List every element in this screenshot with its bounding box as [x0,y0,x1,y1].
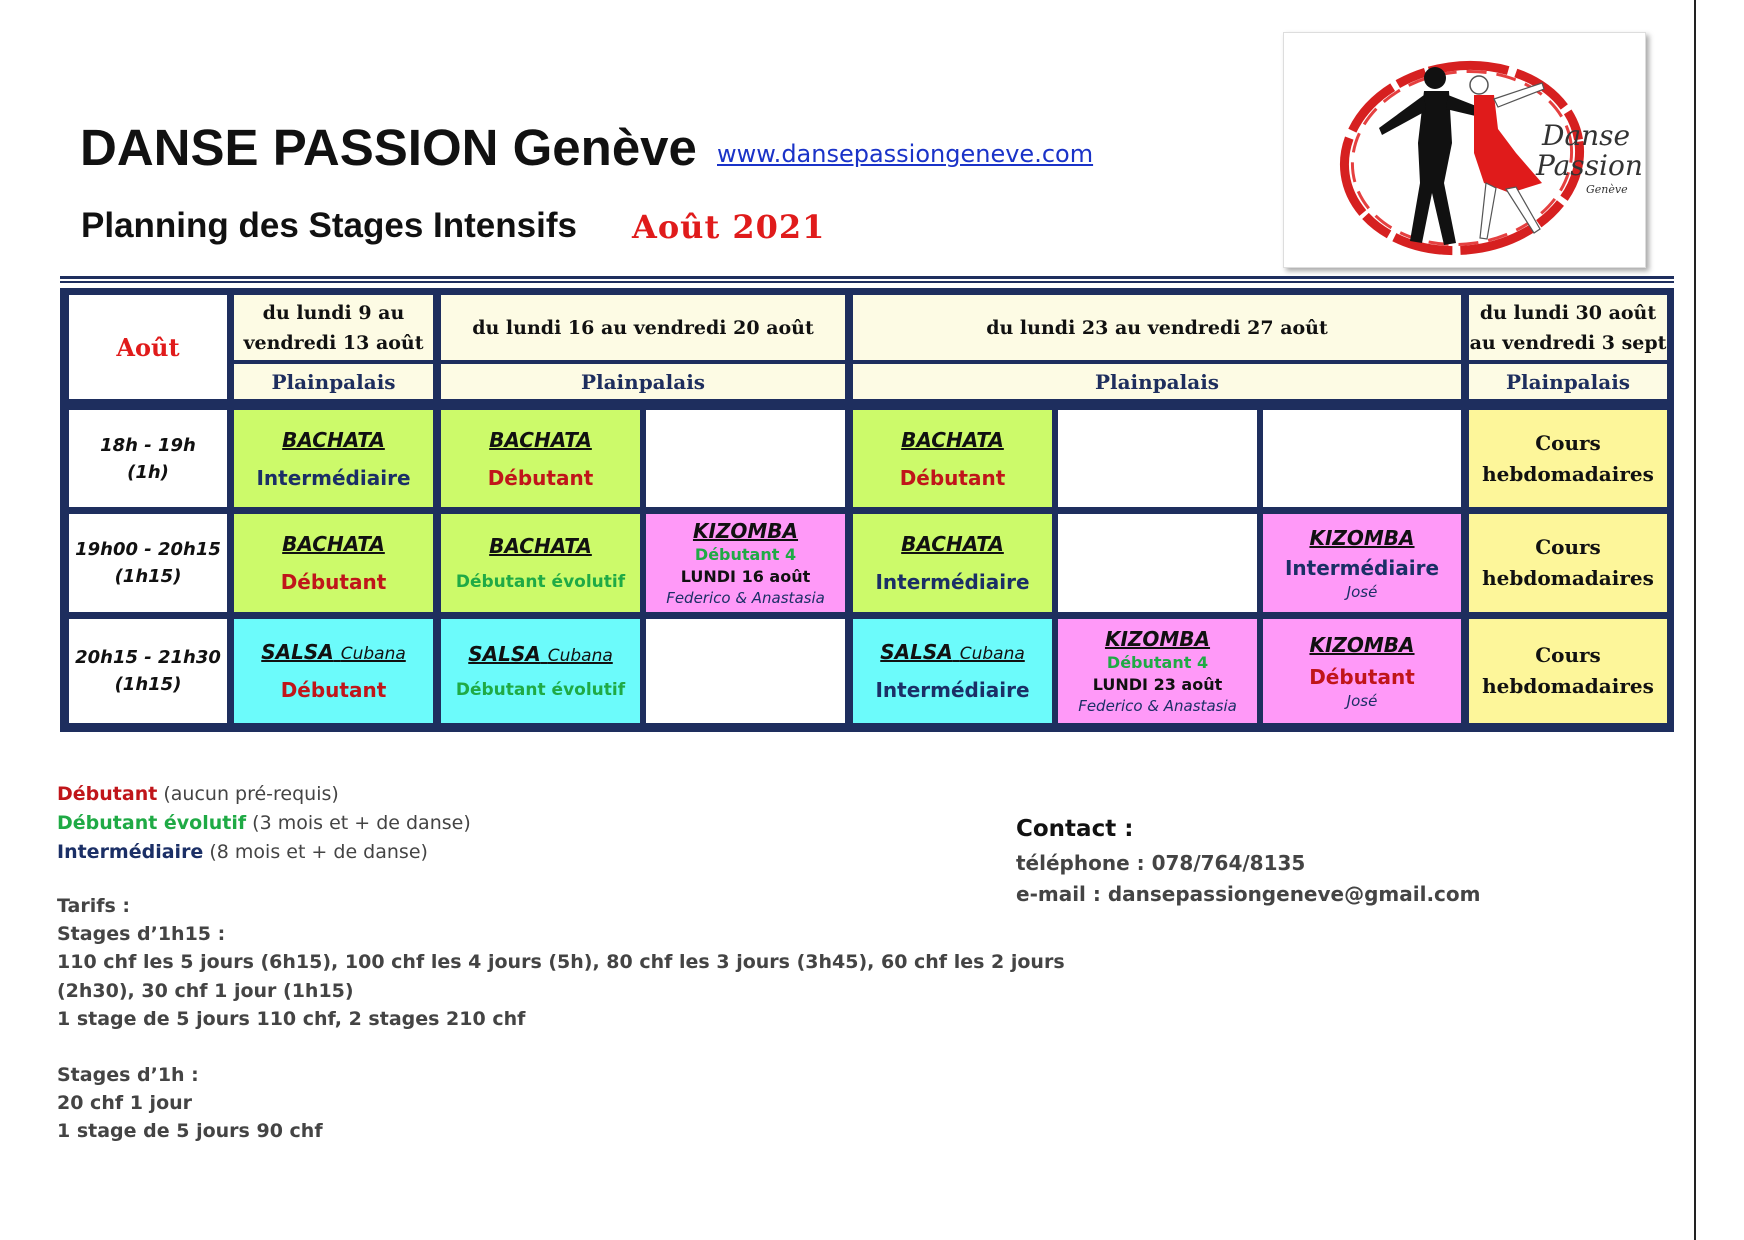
table-top-rule [60,276,1674,279]
week-header-2 [441,295,845,360]
legend-desc: (8 mois et + de danse) [203,841,428,863]
level-label: Intermédiaire [256,465,411,490]
pricing-heading: Tarifs : [57,895,131,917]
course-cell [1263,619,1461,723]
contact-title: Contact : [1016,816,1134,842]
course-cell [234,619,433,723]
dance-name: BACHATA [282,427,385,452]
contact-email[interactable]: e-mail : dansepassiongeneve@gmail.com [1016,882,1481,906]
week-2-label: du lundi 16 au vendredi 20 août [472,316,814,339]
pricing-section [57,892,1065,1146]
dance-name: BACHATA [282,532,385,556]
location-3: Plainpalais [853,364,1461,399]
time-slot-2-hours: 19h00 - 20h15 [75,539,221,560]
pricing-block1-line1: 110 chf les 5 jours (6h15), 100 chf les 4 jours (5h), 80 chf les 3 jours (3h45), 60 chf les 2 jours [57,951,1065,974]
teacher-names: José [1346,691,1378,710]
legend-item-beginner [57,780,471,809]
website-link[interactable]: www.dansepassiongeneve.com [717,140,1094,168]
week-header-4 [1469,295,1667,360]
svg-text:Passion: Passion [1536,149,1643,182]
svg-text:Genève: Genève [1586,183,1628,196]
contact-phone[interactable]: téléphone : 078/764/8135 [1016,851,1306,875]
time-slot-1-duration: (1h) [127,461,169,483]
weekly-courses-line2: hebdomadaires [1482,566,1654,590]
level-label: Intermédiaire [875,678,1030,702]
location-2: Plainpalais [441,364,845,399]
weekly-courses-cell [1469,410,1667,507]
pricing-block2-title: Stages d’1h : [57,1064,199,1087]
table-top-rule-2 [60,281,1674,283]
time-slot-1 [69,410,227,507]
level-label: Débutant évolutif [455,680,626,700]
dance-name: KIZOMBA [1104,627,1211,651]
location-1: Plainpalais [234,364,433,399]
pricing-block1-line3: 1 stage de 5 jours 110 chf, 2 stages 210 chf [57,1007,526,1030]
weekly-courses-line1: Cours [1535,430,1601,455]
location-4: Plainpalais [1469,364,1667,399]
dance-style: Cubana [959,644,1025,664]
dance-name: KIZOMBA [692,519,799,543]
level-label: Débutant [280,570,387,594]
empty-cell [646,619,845,723]
month-label: Août 2021 [632,208,826,246]
time-slot-3-duration: (1h15) [114,674,182,695]
level-label: Débutant 4 [1106,653,1209,672]
course-cell [441,619,640,723]
dance-name: KIZOMBA [1309,525,1415,550]
legend-desc: (aucun pré-requis) [157,783,339,805]
pricing-block1-line2: (2h30), 30 chf 1 jour (1h15) [57,979,354,1002]
week-3-label: du lundi 23 au vendredi 27 août [986,316,1328,339]
level-label: Débutant évolutif [455,572,626,592]
level-label: Débutant [899,465,1006,490]
time-slot-2-duration: (1h15) [114,566,182,587]
empty-cell [1058,514,1257,612]
corner-label: Août [116,332,180,362]
level-label: Débutant 4 [694,545,797,564]
corner-cell [69,295,227,399]
course-cell [853,514,1052,612]
empty-cell [646,410,845,507]
week-4-label-line2: au vendredi 3 sept [1469,331,1667,354]
page-edge-line [1694,0,1696,1240]
level-label: Débutant [487,465,594,490]
weekly-courses-cell [1469,619,1667,723]
weekly-courses-line1: Cours [1535,643,1601,667]
teacher-names: Federico & Anastasia [1078,697,1237,715]
pricing-block2-line2: 1 stage de 5 jours 90 chf [57,1120,323,1143]
pricing-block1-title: Stages d’1h15 : [57,923,226,946]
time-slot-2 [69,514,227,612]
course-cell [646,514,845,612]
week-1-label-line1: du lundi 9 au [262,301,405,324]
dance-name: SALSA [261,640,334,664]
time-slot-3 [69,619,227,723]
teacher-names: Federico & Anastasia [666,589,825,607]
week-header-1 [234,295,433,360]
legend-item-evolving [57,809,471,838]
week-4-label-line1: du lundi 30 août [1479,301,1657,324]
page-subtitle: Planning des Stages Intensifs [81,206,577,245]
course-cell [441,410,640,507]
level-label: Intermédiaire [875,570,1030,594]
course-cell [234,514,433,612]
contact-section [1016,816,1481,910]
svg-text:Danse: Danse [1542,119,1631,152]
level-label: Intermédiaire [1284,555,1440,580]
time-slot-1-hours: 18h - 19h [100,434,196,456]
level-legend [57,780,471,867]
course-cell [853,619,1052,723]
page-title: DANSE PASSION Genève [80,119,697,176]
legend-term: Débutant [57,783,158,805]
weekly-courses-cell [1469,514,1667,612]
dance-name: BACHATA [901,532,1004,556]
dance-style: Cubana [340,644,406,664]
dance-name: BACHATA [489,534,592,558]
pricing-block2-line1: 20 chf 1 jour [57,1092,193,1115]
dance-name: KIZOMBA [1309,632,1415,657]
course-cell [234,410,433,507]
course-cell [853,410,1052,507]
dance-name: BACHATA [489,427,592,452]
dance-name: SALSA [468,642,541,666]
schedule-table [60,288,1674,732]
dance-style: Cubana [547,646,613,666]
empty-cell [1058,410,1257,507]
teacher-names: José [1346,582,1378,601]
week-header-3 [853,295,1461,360]
logo-graphic [1284,33,1645,267]
time-slot-3-hours: 20h15 - 21h30 [75,647,221,668]
dance-name: BACHATA [901,427,1004,452]
weekly-courses-line2: hebdomadaires [1482,674,1654,698]
course-date: LUNDI 16 août [680,567,811,586]
weekly-courses-line2: hebdomadaires [1482,461,1654,486]
danse-passion-logo [1283,32,1646,268]
dance-name: SALSA [880,640,953,664]
empty-cell [1263,410,1461,507]
course-cell [1263,514,1461,612]
legend-term: Débutant évolutif [57,812,247,834]
course-cell [1058,619,1257,723]
course-date: LUNDI 23 août [1092,675,1223,694]
weekly-courses-line1: Cours [1535,535,1601,559]
level-label: Débutant [1309,664,1415,689]
legend-item-intermediate [57,838,471,867]
legend-desc: (3 mois et + de danse) [246,812,471,834]
level-label: Débutant [280,678,387,702]
week-1-label-line2: vendredi 13 août [243,331,424,354]
legend-term: Intermédiaire [57,841,204,863]
course-cell [441,514,640,612]
